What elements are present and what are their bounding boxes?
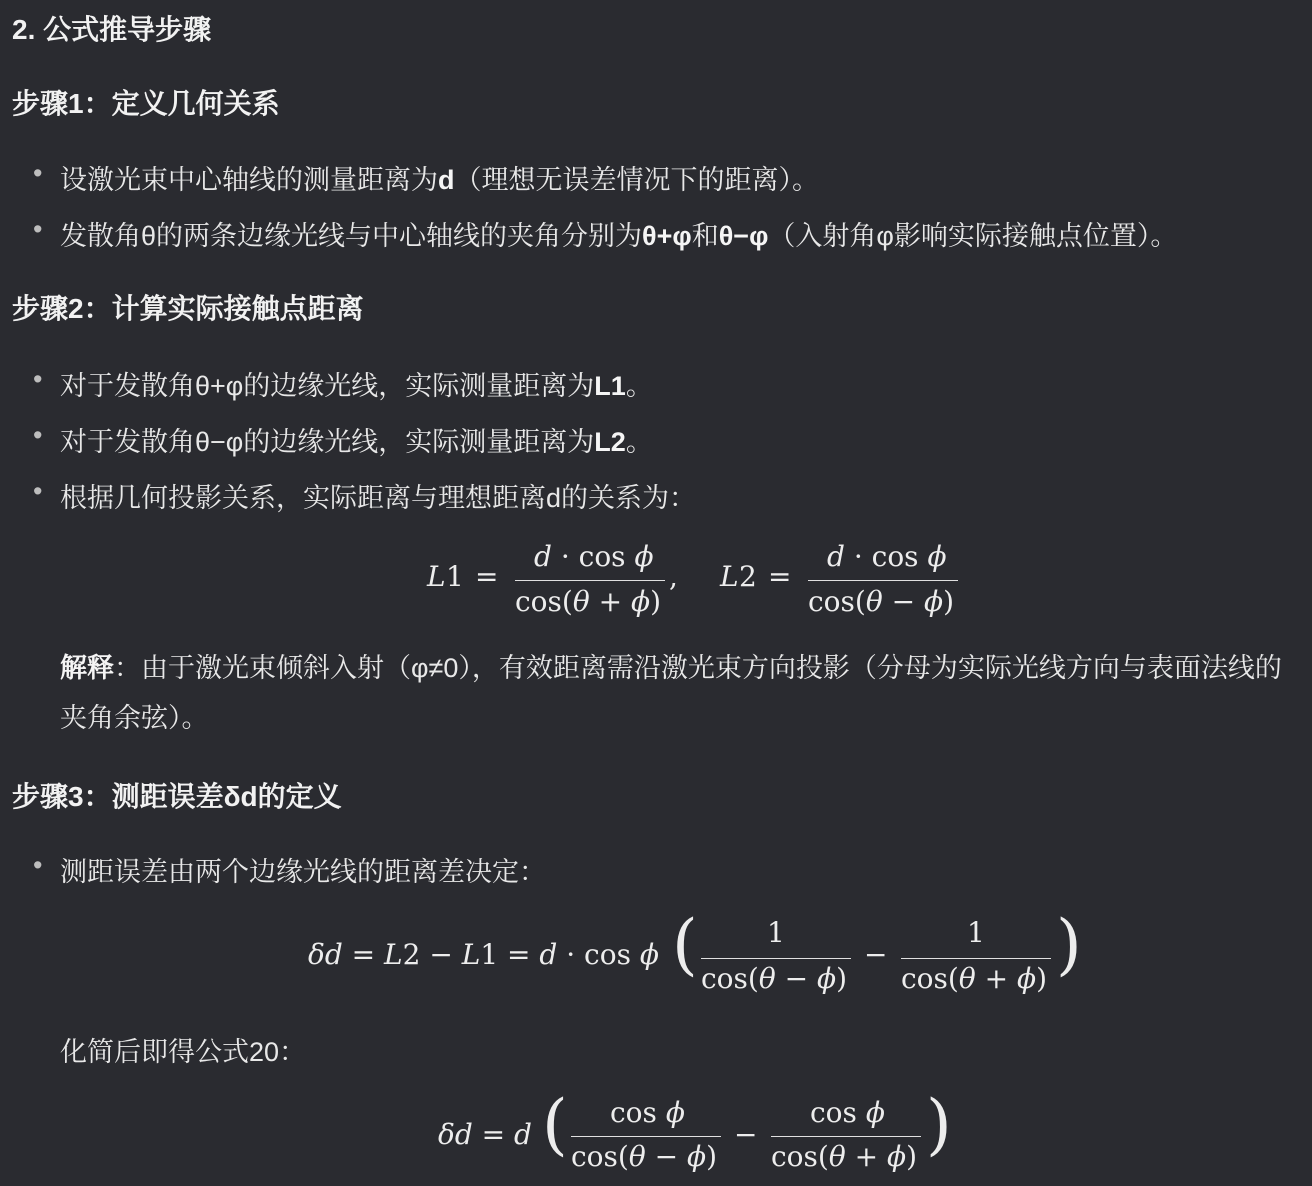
explanation-paragraph: [60, 643, 1308, 743]
step1-bullet-1: [60, 158, 819, 197]
step2-bullet-2: [60, 420, 653, 459]
step3-bullet-1: • 测距误差由两个边缘光线的距离差决定：: [60, 850, 546, 889]
explanation-text: ：由于激光束倾斜入射（φ≠0），有效距离需沿激光束方向投影（分母为实际光线方向与表面法线的夹角余弦）。: [60, 653, 1282, 733]
bullet-text: 设激光束中心轴线的测量距离为: [60, 165, 438, 195]
document: 2. 公式推导步骤 步骤1：定义几何关系 • 设激光束中心轴线的测量距离为d（理想无误差情况下的距离）。 • 发散角θ的两条边缘光线与中心轴线的夹角分别为θ+φ和θ−φ（入射角φ影响实际接触点位置）。 步骤2：计算实际接触点距离 • 对于发散角θ+φ的边缘光线，实际测量距离为L1。 • 对于发散角θ−φ的边缘光线，实际测量距离为L2。 • 根据几何投影关系，实际距离与理想距离d的关系为： L 1 = d · cos ϕ cos(θ + ϕ) , L 2 = d · cos ϕ cos(θ − ϕ) 解释：由于激光束倾斜入射（φ≠0），有效距离需沿激光束方向投影（分母为实际光线方向与表面法线的夹角余弦）。 步骤3：测距误差δd的定义 • 测距误差由两个边缘光线的距离差决定： δd = L2 − L1 = d · cos ϕ ( 1 cos(θ − ϕ) − 1 cos(θ + ϕ) ) 化简后即得公式20： δd = d ( cos ϕ cos(θ − ϕ) − cos ϕ cos(θ + ϕ) ): [0, 0, 1312, 1186]
bullet-text: （理想无误差情况下的距离）。: [454, 165, 819, 195]
step1-bullet-2: [60, 214, 1177, 253]
bullet-text: 和: [691, 221, 719, 251]
step2-bullet-1: [60, 364, 653, 403]
step2-title: 步骤2：计算实际接触点距离: [12, 293, 364, 324]
step1-title: 步骤1：定义几何关系: [12, 88, 280, 119]
bold-term: θ−φ: [718, 221, 769, 251]
bold-term: d: [438, 165, 455, 195]
bold-term: L1: [594, 371, 626, 401]
bullet-text: （入射角φ影响实际接触点位置）。: [768, 221, 1178, 251]
bullet-text: 对于发散角θ+φ的边缘光线，实际测量距离为: [60, 371, 595, 401]
explanation-label: 解释: [60, 653, 114, 683]
bold-term: L2: [594, 427, 626, 457]
simplify-line: 化简后即得公式20：: [60, 1037, 307, 1067]
bullet-text: 。: [625, 427, 653, 457]
bullet-text: 发散角θ的两条边缘光线与中心轴线的夹角分别为: [60, 221, 643, 251]
bullet-text: 对于发散角θ−φ的边缘光线，实际测量距离为: [60, 427, 595, 457]
bullet-text: 。: [625, 371, 653, 401]
bold-term: θ+φ: [642, 221, 692, 251]
step2-bullet-3: • 根据几何投影关系，实际距离与理想距离d的关系为：: [60, 476, 696, 515]
step3-title: 步骤3：测距误差δd的定义: [12, 781, 342, 812]
section-heading: 2. 公式推导步骤: [12, 14, 212, 45]
